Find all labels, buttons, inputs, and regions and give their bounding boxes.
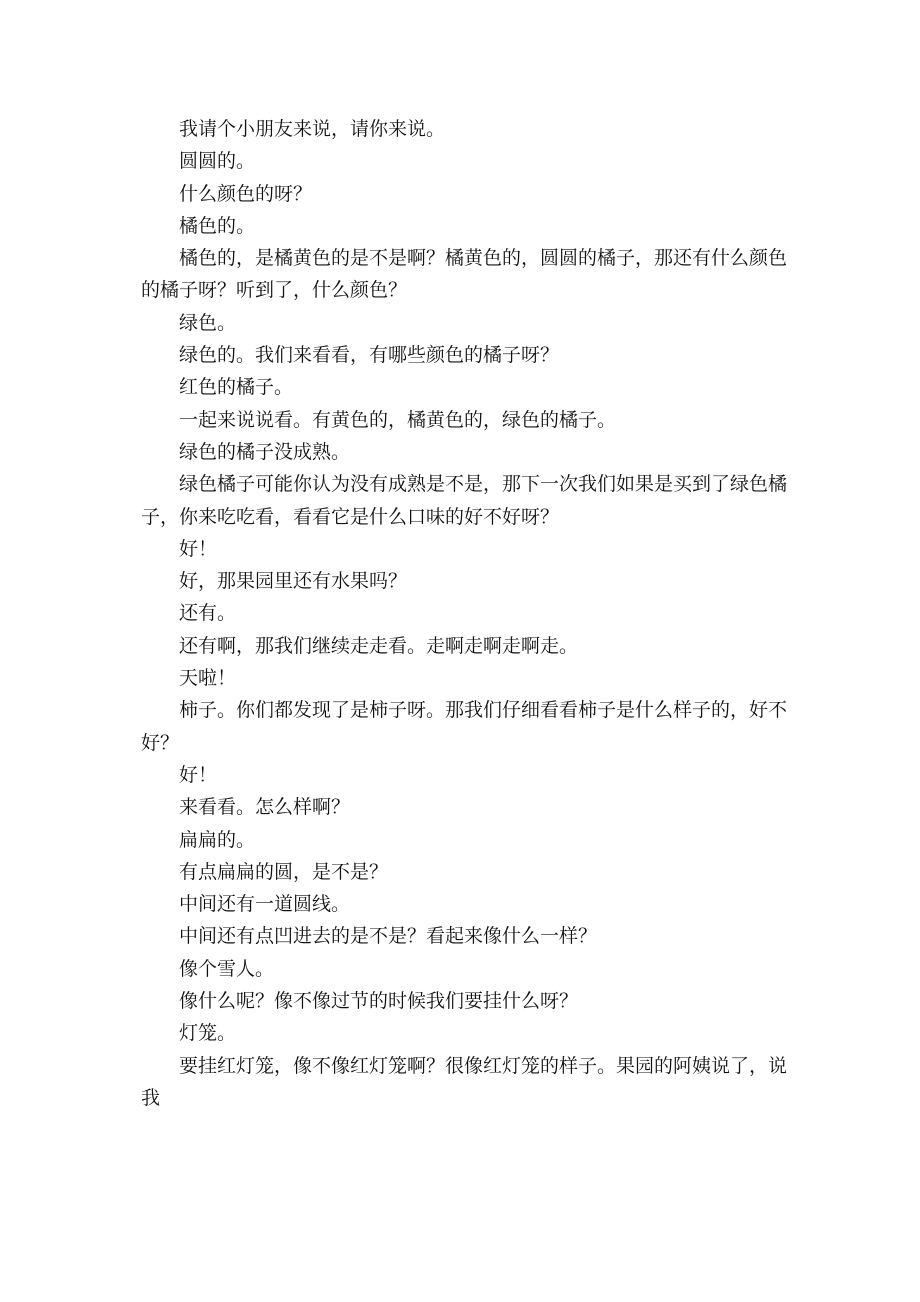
paragraph: 好！ <box>179 763 218 786</box>
paragraph: 灯笼。 <box>179 1022 237 1045</box>
paragraph: 绿色。 <box>179 311 237 334</box>
paragraph: 还有啊，那我们继续走走看。走啊走啊走啊走。 <box>179 634 579 657</box>
paragraph: 像什么呢？像不像过节的时候我们要挂什么呀？ <box>179 990 579 1013</box>
paragraph: 一起来说说看。有黄色的，橘黄色的，绿色的橘子。 <box>179 408 617 431</box>
paragraph: 橘色的，是橘黄色的是不是啊？橘黄色的，圆圆的橘子，那还有什么颜色的橘子呀？听到了，什么颜色？ <box>141 247 788 302</box>
paragraph: 好，那果园里还有水果吗？ <box>179 570 408 593</box>
paragraph: 好！ <box>179 537 218 560</box>
paragraph: 要挂红灯笼，像不像红灯笼啊？很像红灯笼的样子。果园的阿姨说了，说我 <box>141 1054 788 1109</box>
paragraph: 红色的橘子。 <box>179 376 294 399</box>
paragraph: 圆圆的。 <box>179 150 256 173</box>
paragraph: 绿色橘子可能你认为没有成熟是不是，那下一次我们如果是买到了绿色橘子，你来吃吃看，看看它是什么口味的好不好呀？ <box>141 473 788 528</box>
paragraph: 什么颜色的呀？ <box>179 182 313 205</box>
paragraph: 绿色的橘子没成熟。 <box>179 440 351 463</box>
paragraph: 绿色的。我们来看看，有哪些颜色的橘子呀？ <box>179 344 560 367</box>
paragraph: 中间还有一道圆线。 <box>179 893 351 916</box>
paragraph: 来看看。怎么样啊？ <box>179 796 351 819</box>
paragraph: 我请个小朋友来说，请你来说。 <box>179 118 446 140</box>
paragraph: 柿子。你们都发现了是柿子呀。那我们仔细看看柿子是什么样子的，好不好？ <box>141 699 788 754</box>
paragraph: 有点扁扁的圆，是不是？ <box>179 860 389 883</box>
paragraph: 中间还有点凹进去的是不是？看起来像什么一样？ <box>179 925 598 948</box>
paragraph: 橘色的。 <box>179 214 256 237</box>
paragraph: 扁扁的。 <box>179 828 256 851</box>
paragraph: 天啦！ <box>179 667 237 690</box>
document-body <box>141 113 801 1114</box>
paragraph: 还有。 <box>179 602 237 625</box>
paragraph: 像个雪人。 <box>179 957 275 980</box>
